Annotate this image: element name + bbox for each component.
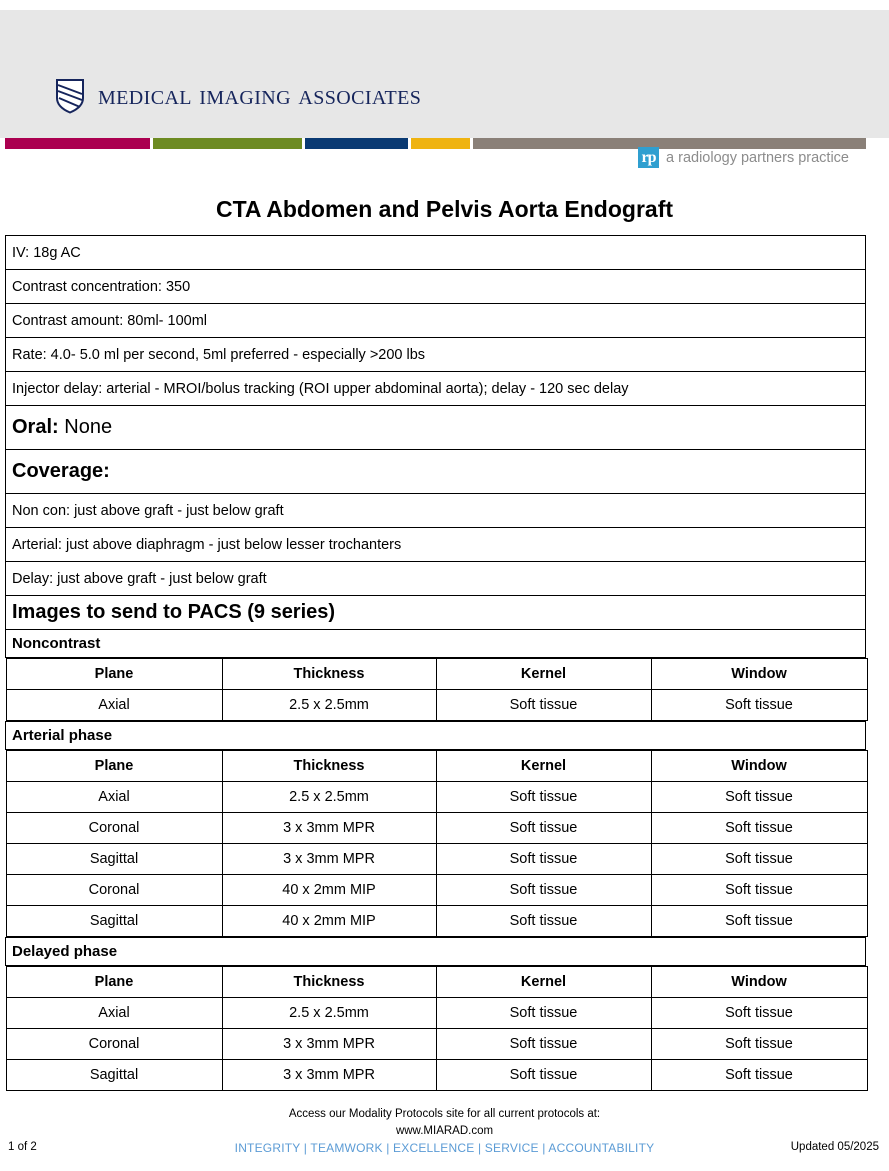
protocol-table [5, 235, 866, 1091]
table-row [6, 270, 866, 304]
footer-center-block [0, 1106, 889, 1157]
column-header-kernel: Kernel [436, 751, 651, 782]
table-row [6, 406, 866, 450]
cell-plane: Axial [6, 998, 222, 1029]
param-iv: IV: 18g AC [6, 236, 866, 270]
cell-thickness: 2.5 x 2.5mm [222, 998, 436, 1029]
cell-kernel: Soft tissue [436, 1060, 651, 1091]
rp-tagline: a radiology partners practice [666, 149, 849, 166]
column-header-plane: Plane [6, 967, 222, 998]
table-row [6, 750, 866, 938]
cell-window: Soft tissue [651, 875, 867, 906]
table-row [6, 528, 866, 562]
cell-window: Soft tissue [651, 690, 867, 721]
pacs-heading: Images to send to PACS (9 series) [6, 596, 866, 630]
oral-label: Oral: [12, 416, 59, 438]
cell-plane: Sagittal [6, 844, 222, 875]
color-bar-segment-olive-green [153, 138, 302, 149]
column-header-kernel: Kernel [436, 967, 651, 998]
radiology-partners-lockup [638, 147, 849, 168]
phase-grid-cell-arterial [6, 750, 866, 938]
table-row [6, 304, 866, 338]
rp-logo-icon: rp [638, 147, 659, 168]
table-row [6, 1060, 867, 1091]
page-footer [0, 1106, 889, 1166]
cell-window: Soft tissue [651, 782, 867, 813]
column-header-window: Window [651, 751, 867, 782]
cell-thickness: 3 x 3mm MPR [222, 844, 436, 875]
table-row [6, 782, 867, 813]
column-header-kernel: Kernel [436, 659, 651, 690]
cell-thickness: 40 x 2mm MIP [222, 906, 436, 937]
brand-name: medical imaging associates [98, 80, 422, 111]
footer-website[interactable]: www.MIARAD.com [395, 1125, 494, 1137]
series-body [6, 782, 867, 937]
table-row [6, 813, 867, 844]
shield-icon [55, 78, 85, 114]
cell-window: Soft tissue [651, 1060, 867, 1091]
table-row [6, 596, 866, 630]
phase-grid-cell-delayed [6, 966, 866, 1092]
cell-kernel: Soft tissue [436, 875, 651, 906]
cell-thickness: 3 x 3mm MPR [222, 813, 436, 844]
cell-plane: Sagittal [6, 1060, 222, 1091]
cell-thickness: 3 x 3mm MPR [222, 1060, 436, 1091]
series-head [6, 659, 867, 690]
cell-window: Soft tissue [651, 844, 867, 875]
coverage-delay: Delay: just above graft - just below graft [6, 562, 866, 596]
table-row [6, 966, 866, 1092]
cell-kernel: Soft tissue [436, 782, 651, 813]
cell-thickness: 2.5 x 2.5mm [222, 690, 436, 721]
coverage-arterial: Arterial: just above diaphragm - just below lesser trochanters [6, 528, 866, 562]
footer-protocols-note: Access our Modality Protocols site for all current protocols at: [288, 1108, 601, 1120]
cell-plane: Coronal [6, 1029, 222, 1060]
table-header-row [6, 751, 867, 782]
oral-value: None [64, 416, 113, 438]
page-title: CTA Abdomen and Pelvis Aorta Endograft [215, 196, 674, 222]
table-header-row [6, 659, 867, 690]
table-header-row [6, 967, 867, 998]
column-header-thickness: Thickness [222, 751, 436, 782]
table-row [6, 562, 866, 596]
cell-plane: Coronal [6, 813, 222, 844]
protocol-body [6, 236, 866, 1092]
param-contrast-amount: Contrast amount: 80ml- 100ml [6, 304, 866, 338]
cell-window: Soft tissue [651, 1029, 867, 1060]
cell-thickness: 2.5 x 2.5mm [222, 782, 436, 813]
phase-heading-noncontrast: Noncontrast [6, 630, 866, 658]
series-table-noncontrast [6, 658, 868, 721]
table-row [6, 875, 867, 906]
brand-lockup [55, 78, 421, 114]
color-bar-segment-navy-blue [305, 138, 408, 149]
series-body [6, 690, 867, 721]
cell-kernel: Soft tissue [436, 998, 651, 1029]
table-row [6, 450, 866, 494]
color-bar-segment-magenta [5, 138, 150, 149]
table-row [6, 630, 866, 658]
series-table-delayed [6, 966, 868, 1091]
series-body [6, 998, 867, 1091]
cell-kernel: Soft tissue [436, 690, 651, 721]
phase-grid-cell-noncontrast [6, 658, 866, 722]
table-row [6, 658, 866, 722]
coverage-heading [6, 450, 866, 494]
phase-heading-arterial: Arterial phase [6, 722, 866, 750]
cell-kernel: Soft tissue [436, 1029, 651, 1060]
phase-heading-delayed: Delayed phase [6, 938, 866, 966]
column-header-window: Window [651, 659, 867, 690]
table-row [6, 372, 866, 406]
column-header-window: Window [651, 967, 867, 998]
footer-page-number: 1 of 2 [8, 1141, 37, 1153]
table-row [6, 906, 867, 937]
param-rate: Rate: 4.0- 5.0 ml per second, 5ml preferred - especially >200 lbs [6, 338, 866, 372]
cell-kernel: Soft tissue [436, 844, 651, 875]
table-row [6, 494, 866, 528]
cell-thickness: 3 x 3mm MPR [222, 1029, 436, 1060]
table-row [6, 722, 866, 750]
cell-plane: Coronal [6, 875, 222, 906]
cell-thickness: 40 x 2mm MIP [222, 875, 436, 906]
cell-plane: Axial [6, 690, 222, 721]
table-row [6, 998, 867, 1029]
table-row [6, 236, 866, 270]
column-header-thickness: Thickness [222, 967, 436, 998]
coverage-label: Coverage: [12, 460, 110, 482]
oral-row [6, 406, 866, 450]
footer-core-values: INTEGRITY | TEAMWORK | EXCELLENCE | SERVICE | ACCOUNTABILITY [234, 1141, 655, 1155]
table-row [6, 844, 867, 875]
table-row [6, 338, 866, 372]
color-bar-segment-gold [411, 138, 470, 149]
series-table-arterial [6, 750, 868, 937]
column-header-plane: Plane [6, 751, 222, 782]
coverage-noncon: Non con: just above graft - just below graft [6, 494, 866, 528]
cell-kernel: Soft tissue [436, 813, 651, 844]
table-row [6, 690, 867, 721]
column-header-plane: Plane [6, 659, 222, 690]
cell-window: Soft tissue [651, 813, 867, 844]
param-contrast-concentration: Contrast concentration: 350 [6, 270, 866, 304]
header-band [0, 10, 889, 138]
table-row [6, 938, 866, 966]
cell-plane: Sagittal [6, 906, 222, 937]
series-head [6, 751, 867, 782]
cell-plane: Axial [6, 782, 222, 813]
footer-updated-date: Updated 05/2025 [790, 1141, 879, 1153]
cell-kernel: Soft tissue [436, 906, 651, 937]
table-row [6, 1029, 867, 1060]
cell-window: Soft tissue [651, 998, 867, 1029]
series-head [6, 967, 867, 998]
column-header-thickness: Thickness [222, 659, 436, 690]
param-injector-delay: Injector delay: arterial - MROI/bolus tracking (ROI upper abdominal aorta); delay - 120 sec delay [6, 372, 866, 406]
cell-window: Soft tissue [651, 906, 867, 937]
